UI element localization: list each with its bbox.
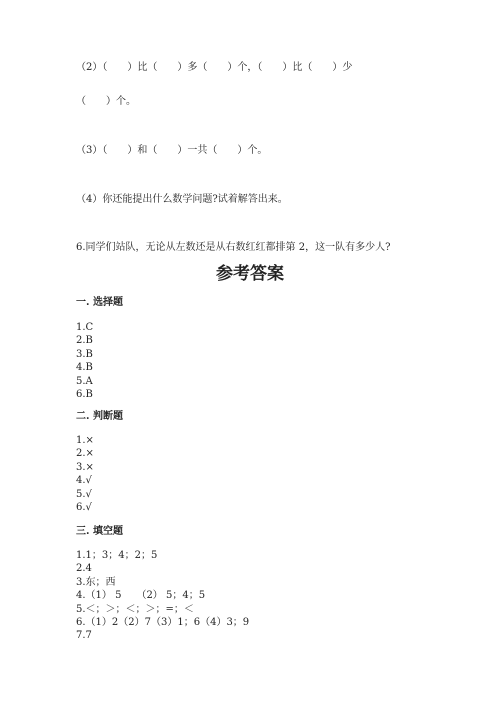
section-heading-choice: 一. 选择题	[76, 297, 123, 308]
question-4: （4）你还能提出什么数学问题?试着解答出来。	[76, 194, 288, 205]
answer-item: 1.C	[76, 322, 94, 333]
answer-list-fill-in	[76, 549, 249, 643]
answer-item: 4.（1） 5 （2） 5；4；5	[76, 590, 206, 602]
answer-item: 5.A	[76, 375, 93, 387]
question-6: 6.同学们站队，无论从左数还是从右数红红都排第 2，这一队有多少人?	[76, 242, 391, 253]
answer-key-title: 参考答案	[216, 264, 284, 284]
section-heading-fill-in: 三. 填空题	[76, 526, 123, 537]
answer-item: 4.B	[76, 362, 93, 374]
answer-item: 5.＜；＞；＜；＞；=；＜	[76, 603, 194, 615]
section-heading-judgement: 二. 判断题	[76, 411, 123, 422]
answer-item: 2.B	[76, 335, 93, 347]
answer-item: 1.×	[76, 435, 94, 446]
answer-item: 1.1；3；4；2；5	[76, 550, 158, 561]
question-3: （3）（ ）和（ ）一共（ ）个。	[76, 145, 268, 156]
answer-item: 3.东；西	[76, 576, 116, 588]
answer-item: 2.4	[76, 563, 92, 575]
answer-item: 6.√	[76, 502, 92, 514]
answer-list-judgement	[76, 434, 94, 514]
question-2-line-1: （2）（ ）比（ ）多（ ）个，（ ）比（ ）少	[76, 62, 353, 73]
answer-item: 6.（1）2（2）7（3）1；6（4）3；9	[76, 617, 250, 629]
answer-item: 5.√	[76, 488, 92, 500]
answer-item: 3.×	[76, 461, 94, 473]
question-2-line-2: （ ）个。	[76, 96, 136, 107]
answer-item: 6.B	[76, 389, 93, 401]
answer-item: 2.×	[76, 448, 94, 460]
answer-list-choice	[76, 321, 93, 401]
answer-item: 3.B	[76, 348, 93, 360]
answer-item: 7.7	[76, 630, 92, 642]
answer-item: 4.√	[76, 475, 92, 487]
